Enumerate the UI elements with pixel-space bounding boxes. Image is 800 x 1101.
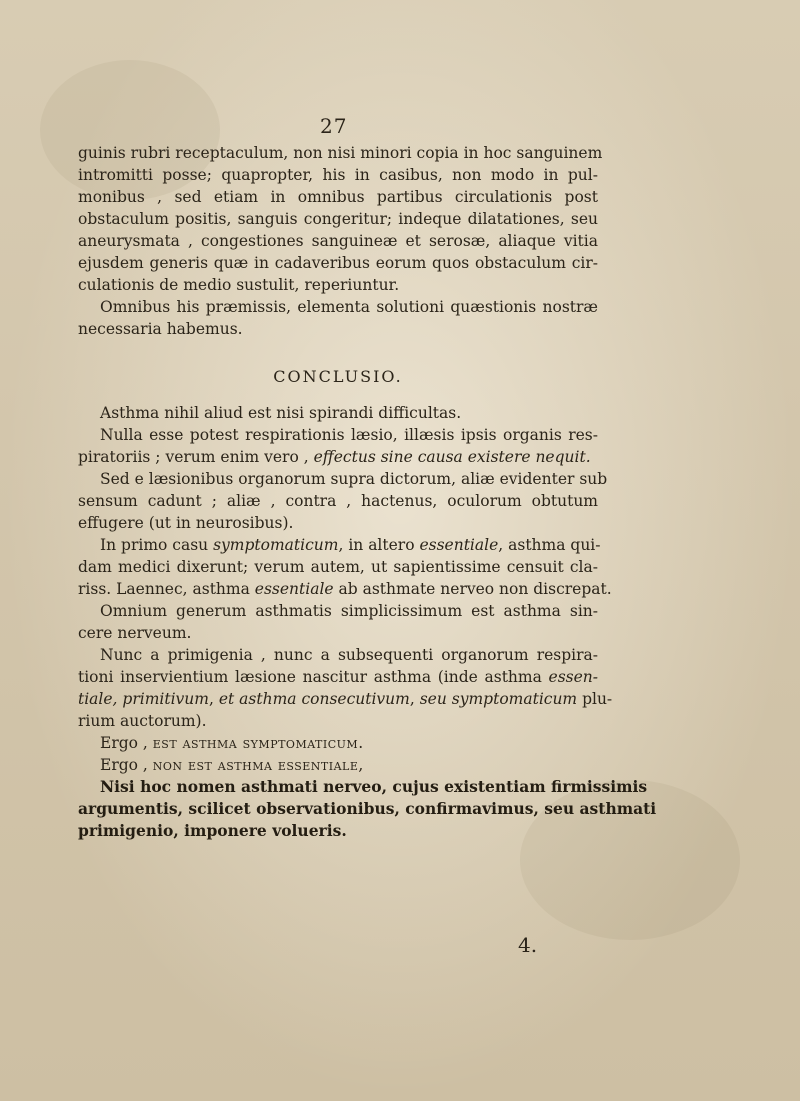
text-line: sensum cadunt ; aliæ , contra , hactenus, oculorum obtutum <box>78 492 598 510</box>
text-run: riss. Laennec, asthma <box>78 580 255 598</box>
text-line <box>78 754 598 776</box>
text-line <box>78 446 598 468</box>
text-line: culationis de medio sustulit, reperiuntur. <box>78 276 400 294</box>
text-line: Sed e læsionibus organorum supra dictorum, aliæ evidenter sub <box>100 470 608 488</box>
text-line: Asthma nihil aliud est nisi spirandi difficultas. <box>100 404 462 422</box>
text-line: primigenio, imponere volueris. <box>78 821 347 840</box>
page-number: 27 <box>320 114 348 138</box>
text-run: ab asthmate nerveo non discrepat. <box>333 580 612 598</box>
text-line: cere nerveum. <box>78 624 192 642</box>
text-line <box>78 534 601 556</box>
text-line: necessaria habemus. <box>78 320 243 338</box>
text-run: tioni inservientium læsione nascitur asthma (inde asthma <box>78 668 549 686</box>
section-heading: CONCLUSIO. <box>273 367 403 386</box>
text-line: obstaculum positis, sanguis congeritur; indeque dilatationes, seu <box>78 210 598 228</box>
small-caps-run: non est asthma essentiale, <box>152 756 364 774</box>
italic-run: essentiale <box>254 580 334 598</box>
italic-run: seu symptomaticum <box>419 690 578 708</box>
italic-run: essentiale <box>419 536 499 554</box>
text-line: rium auctorum). <box>78 712 207 730</box>
text-line <box>78 666 598 688</box>
text-line <box>78 688 613 710</box>
text-line: Nulla esse potest respirationis læsio, illæsis ipsis organis res- <box>100 426 598 444</box>
body-text <box>78 142 657 842</box>
text-run: piratoriis ; verum enim vero , <box>78 448 314 466</box>
text-run: plu- <box>577 690 613 708</box>
text-line: Nunc a primigenia , nunc a subsequenti organorum respira- <box>100 646 598 664</box>
text-run: In primo casu <box>100 536 214 554</box>
text-run: , in altero <box>338 536 420 554</box>
text-line: Nisi hoc nomen asthmati nerveo, cujus existentiam firmissimis <box>100 777 648 796</box>
signature-mark: 4. <box>518 933 538 957</box>
text-line: ejusdem generis quæ in cadaveribus eorum quos obstaculum cir- <box>78 254 598 272</box>
text-line <box>78 578 612 600</box>
text-run: Ergo , <box>100 756 153 774</box>
text-line: monibus , sed etiam in omnibus partibus circulationis post <box>78 188 598 206</box>
text-run: , <box>208 690 219 708</box>
italic-run: tiale, primitivum <box>78 690 209 708</box>
italic-run: et asthma consecutivum <box>218 690 410 708</box>
text-run: , <box>409 690 420 708</box>
italic-run: essen- <box>548 668 598 686</box>
text-run: Ergo , <box>100 734 153 752</box>
text-line: dam medici dixerunt; verum autem, ut sapientissime censuit cla- <box>78 558 598 576</box>
text-line: Omnium generum asthmatis simplicissimum est asthma sin- <box>100 602 598 620</box>
text-line <box>78 732 598 754</box>
text-line: guinis rubri receptaculum, non nisi minori copia in hoc sanguinem <box>78 144 603 162</box>
italic-run: effectus sine causa existere nequit. <box>313 448 591 466</box>
text-line: effugere (ut in neurosibus). <box>78 514 294 532</box>
text-line: Omnibus his præmissis, elementa solutioni quæstionis nostræ <box>100 298 598 316</box>
italic-run: symptomaticum <box>213 536 339 554</box>
text-line: argumentis, scilicet observationibus, confirmavimus, seu asthmati <box>78 799 657 818</box>
text-run: , asthma qui- <box>498 536 601 554</box>
text-line: aneurysmata , congestiones sanguineæ et serosæ, aliaque vitia <box>78 232 598 250</box>
small-caps-run: est asthma symptomaticum. <box>152 734 364 752</box>
text-line: intromitti posse; quapropter, his in casibus, non modo in pul- <box>78 166 598 184</box>
